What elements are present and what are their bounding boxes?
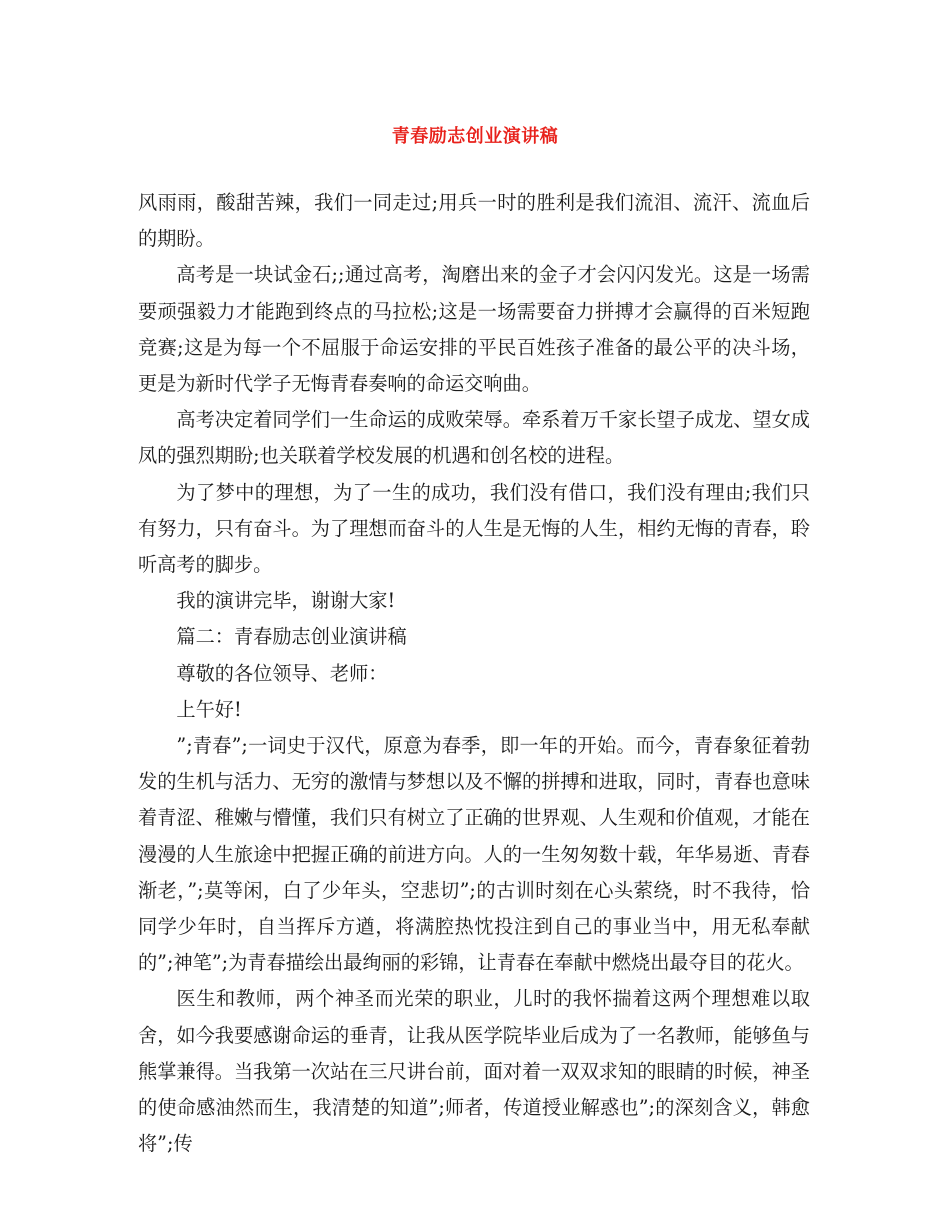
paragraph: 医生和教师，两个神圣而光荣的职业，儿时的我怀揣着这两个理想难以取舍，如今我要感谢命运的垂青，让我从医学院毕业后成为了一名教师，能够鱼与熊掌兼得。当我第一次站在三尺讲台前，面对着一双双求知的眼睛的时候，神圣的使命感油然而生，我清楚的知道”;师者，传道授业解惑也”;的深刻含义，韩愈将”;传 [138, 987, 810, 1156]
document-title: 青春励志创业演讲稿 [391, 126, 559, 147]
paragraph: 篇二：青春励志创业演讲稿 [176, 625, 407, 649]
paragraph: 高考是一块试金石;;通过高考，淘磨出来的金子才会闪闪发光。这是一场需要顽强毅力才能跑到终点的马拉松;这是一场需要奋力拼搏才会赢得的百米短跑竞赛;这是为每一个不屈服于命运安排的平民百姓孩子准备的最公平的决斗场，更是为新时代学子无悔青春奏响的命运交响曲。 [138, 263, 810, 396]
paragraph: 尊敬的各位领导、老师： [176, 661, 388, 685]
paragraph: 上午好! [176, 697, 242, 721]
document-body [138, 185, 810, 1162]
paragraph: 为了梦中的理想，为了一生的成功，我们没有借口，我们没有理由;我们只有努力，只有奋斗。为了理想而奋斗的人生是无悔的人生，相约无悔的青春，聆听高考的脚步。 [138, 480, 810, 577]
paragraph: 高考决定着同学们一生命运的成败荣辱。牵系着万千家长望子成龙、望女成凤的强烈期盼;也关联着学校发展的机遇和创名校的进程。 [138, 408, 810, 468]
paragraph: ”;青春”;一词史于汉代，原意为春季，即一年的开始。而今，青春象征着勃发的生机与活力、无穷的激情与梦想以及不懈的拼搏和进取，同时，青春也意味着青涩、稚嫩与懵懂，我们只有树立了正确的世界观、人生观和价值观，才能在漫漫的人生旅途中把握正确的前进方向。人的一生匆匆数十载，年华易逝、青春渐老，”;莫等闲，白了少年头，空悲切”;的古训时刻在心头萦绕，时不我待，恰同学少年时，自当挥斥方遒，将满腔热忱投注到自己的事业当中，用无私奉献的”;神笔”;为青春描绘出最绚丽的彩锦，让青春在奉献中燃烧出最夺目的花火。 [138, 734, 810, 975]
paragraph: 风雨雨，酸甜苦辣，我们一同走过;用兵一时的胜利是我们流泪、流汗、流血后的期盼。 [138, 191, 810, 251]
paragraph: 我的演讲完毕，谢谢大家! [176, 589, 396, 613]
